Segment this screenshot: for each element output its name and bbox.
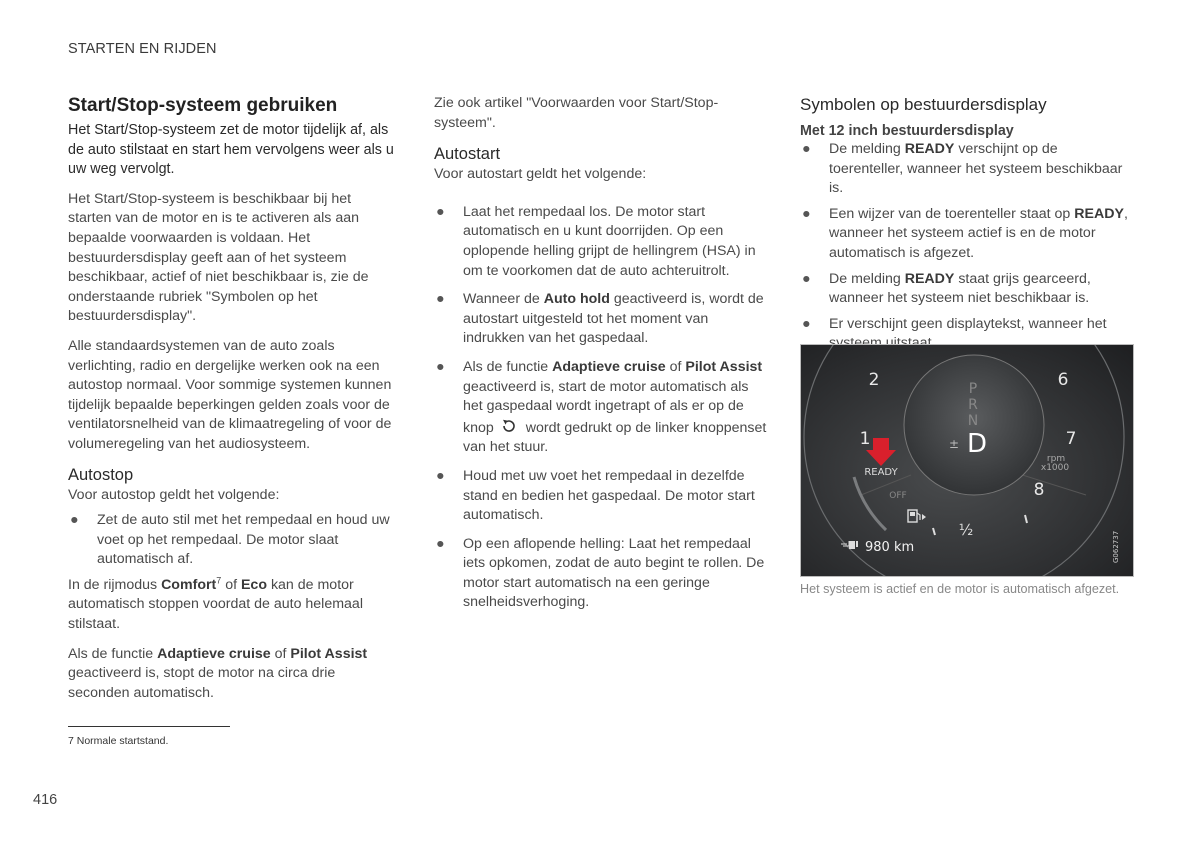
list-item: ● Er verschijnt geen displaytekst, wanneer het [802,315,1107,332]
autostop-list [68,511,398,570]
page-header: STARTEN EN RIJDEN [68,41,217,57]
list-item: ● Laat het rempedaal los. De motor start automatisch en u kunt doorrijden. Op een oplopende helling grijpt de hellingrem (HSA) in om te voorkomen dat de auto achteruitrolt. [436,203,756,279]
resume-button-icon [500,417,518,435]
column-middle [434,94,769,619]
paragraph: Als de functie Adaptieve cruise of Pilot Assist geactiveerd is, stopt de motor na circa drie seconden automatisch. [68,645,368,701]
tick-half: ½ [958,521,974,539]
rpm-multiplier: x1000 [1040,463,1070,473]
column-right [800,94,1135,360]
ready-label: READY [864,467,898,478]
see-also-text: Zie ook artikel "Voorwaarden voor Start/Stop-systeem". [434,95,719,131]
image-code: G062737 [1112,530,1120,563]
list-item: ● Een wijzer van de toerenteller staat op READY, wanneer het systeem actief is en de motor automatisch is afgezet. [802,205,1128,261]
autostart-lead: Voor autostart geldt het volgende: [434,166,647,183]
list-item: ● Als de functie Adaptieve cruise of Pilot Assist geactiveerd is, start de motor automatisch als het gaspedaal wordt ingetrapt of als er op de knop wordt gedrukt op de linker knoppenset van het stuur. [436,358,767,456]
symbols-list [800,140,1135,354]
tick-2: 2 [868,370,880,390]
paragraph: Alle standaardsystemen van de auto zoals verlichting, radio en dergelijke werken ook na een autostop normaal. Voor sommige systemen kunnen tijdelijk bepaalde beperkingen gelden zoals voor de ventilatorsnelheid van de klimaatregeling of voor de volumeregeling van het audiosysteem. [68,337,392,452]
autostart-list [434,203,769,613]
list-item: ● Wanneer de Auto hold geactiveerd is, wordt de autostart uitgesteld tot het moment van indrukken van het gaspedaal. [436,291,764,347]
paragraph: Het Start/Stop-systeem is beschikbaar bij het starten van de motor en is te activeren als aan bepaalde voorwaarden is voldaan. Het bestuurdersdisplay geeft aan of het systeem beschikbaar, actief of niet beschikbaar is, zie de onderstaande rubriek "Symbolen op het bestuurdersdisplay". [68,190,369,325]
list-item: ● Zet de auto stil met het rempedaal en houd uw voet op het rempedaal. De motor slaat automatisch af. [70,512,390,568]
page-number: 416 [33,792,58,808]
gear-r: R [968,397,978,413]
display-subheading: Met 12 inch bestuurdersdisplay [800,123,1014,139]
autostop-heading: Autostop [68,465,134,484]
driver-display-illustration [800,344,1134,577]
autostop-lead: Voor autostop geldt het volgende: [68,486,280,503]
list-item: ● De melding READY verschijnt op de toerenteller, wanneer het systeem beschikbaar is. [802,141,1123,197]
gear-n: N [967,413,979,429]
autostart-heading: Autostart [434,145,501,164]
gear-d: D [966,429,988,459]
image-caption: Het systeem is actief en de motor is automatisch afgezet. [800,582,1120,596]
gear-plus-minus: ± [948,437,960,451]
page-title: Start/Stop-systeem gebruiken [68,95,338,116]
column-left [68,94,398,713]
list-item: ● Houd met uw voet het rempedaal in dezelfde stand en bedien het gaspedaal. De motor start automatisch. [436,467,755,524]
gear-p: P [968,381,978,397]
rpm-label: rpm [1046,454,1066,464]
intro-text: Het Start/Stop-systeem zet de motor tijdelijk af, als de auto stilstaat en start hem vervolgens weer als u uw weg vervolgt. [68,122,394,178]
tick-8: 8 [1033,480,1045,500]
tick-7: 7 [1065,429,1077,449]
symbols-heading: Symbolen op bestuurdersdisplay [800,95,1047,114]
list-item: ● De melding READY staat grijs gearceerd, wanneer het systeem niet beschikbaar is. [802,270,1091,307]
footnote: 7 Normale startstand. [68,735,169,747]
range-value: 980 km [865,540,915,555]
tick-6: 6 [1057,370,1069,390]
paragraph: In de rijmodus Comfort$^7$ of Eco kan de motor automatisch stoppen voordat de auto helemaal stilstaat. [68,575,363,633]
off-label: OFF [889,491,907,501]
tick-1: 1 [859,429,871,449]
list-item: ● Op een aflopende helling: Laat het rempedaal iets opkomen, zodat de auto begint te rollen. De motor start automatisch na een geringe snelheidsverhoging. [436,535,765,611]
footnote-divider [68,726,230,727]
